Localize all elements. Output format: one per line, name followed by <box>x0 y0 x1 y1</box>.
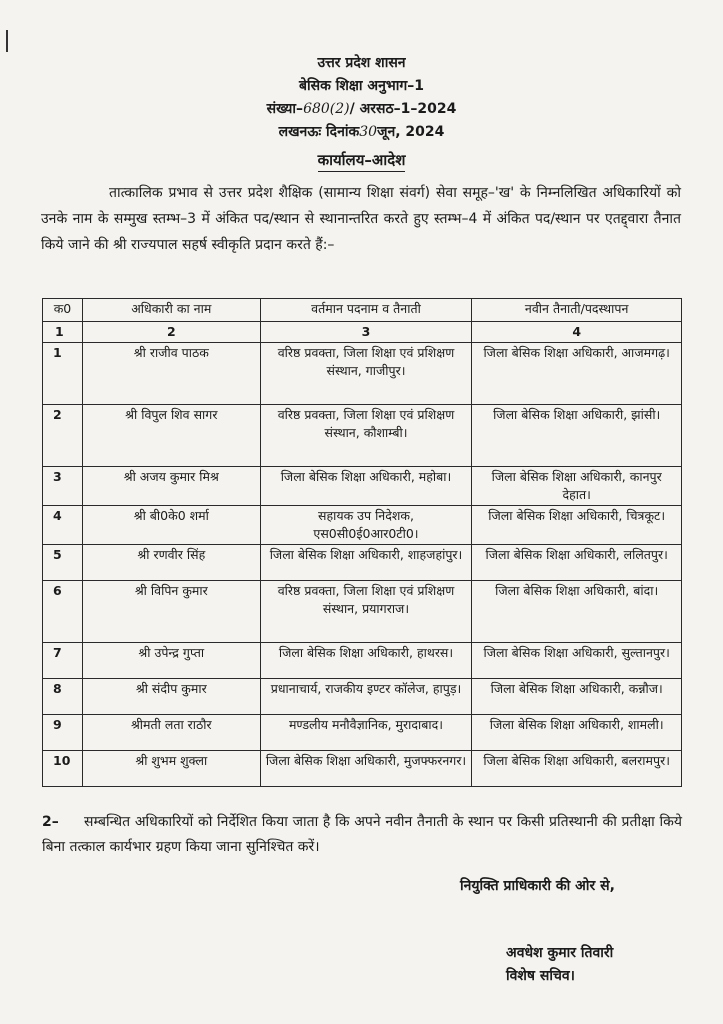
date-prefix: लखनऊः दिनांक <box>278 124 360 140</box>
paragraph-number: 2– <box>42 814 59 830</box>
serial-cell: 2 <box>43 405 83 467</box>
reference-prefix: संख्या– <box>266 101 304 117</box>
government-name: उत्तर प्रदेश शासन <box>317 55 406 71</box>
serial-cell: 8 <box>43 679 83 715</box>
department-section: बेसिक शिक्षा अनुभाग–1 <box>299 78 424 94</box>
margin-mark <box>6 30 8 52</box>
column-number: 4 <box>472 322 682 343</box>
name-cell: श्री राजीव पाठक <box>82 343 260 405</box>
column-number: 1 <box>43 322 83 343</box>
table-header-row <box>43 299 682 322</box>
signatory-designation: विशेष सचिव। <box>506 968 575 984</box>
name-cell: श्री संदीप कुमार <box>82 679 260 715</box>
order-title-text: कार्यालय–आदेश <box>318 151 406 172</box>
instruction-paragraph <box>42 810 682 860</box>
serial-cell: 9 <box>43 715 83 751</box>
column-number-row <box>43 322 682 343</box>
new-posting-cell: जिला बेसिक शिक्षा अधिकारी, झांसी। <box>472 405 682 467</box>
name-cell: श्री उपेन्द्र गुप्ता <box>82 643 260 679</box>
new-posting-cell: जिला बेसिक शिक्षा अधिकारी, बलरामपुर। <box>472 751 682 787</box>
current-posting-cell: वरिष्ठ प्रवक्ता, जिला शिक्षा एवं प्रशिक्षण संस्थान, कौशाम्बी। <box>260 405 472 467</box>
new-posting-cell: जिला बेसिक शिक्षा अधिकारी, कन्नौज। <box>472 679 682 715</box>
transfer-table <box>42 298 682 787</box>
on-behalf-line: नियुक्ति प्राधिकारी की ओर से, <box>460 878 615 894</box>
table-row <box>43 467 682 506</box>
new-posting-cell: जिला बेसिक शिक्षा अधिकारी, सुल्तानपुर। <box>472 643 682 679</box>
name-cell: श्री विपिन कुमार <box>82 581 260 643</box>
reference-number <box>0 98 723 121</box>
reference-suffix: / अरसठ–1–2024 <box>349 101 457 117</box>
new-posting-cell: जिला बेसिक शिक्षा अधिकारी, बांदा। <box>472 581 682 643</box>
table-row <box>43 405 682 467</box>
serial-cell: 7 <box>43 643 83 679</box>
table-row <box>43 643 682 679</box>
name-cell: श्री बी0के0 शर्मा <box>82 506 260 545</box>
serial-cell: 5 <box>43 545 83 581</box>
name-cell: श्री शुभम शुक्ला <box>82 751 260 787</box>
table-row <box>43 506 682 545</box>
current-posting-cell: जिला बेसिक शिक्षा अधिकारी, शाहजहांपुर। <box>260 545 472 581</box>
serial-cell: 6 <box>43 581 83 643</box>
serial-cell: 1 <box>43 343 83 405</box>
intro-paragraph: तात्कालिक प्रभाव से उत्तर प्रदेश शैक्षिक (सामान्य शिक्षा संवर्ग) सेवा समूह–'ख' के निम्नलिखित अधिकारियों को उनके नाम के सम्मुख स्तम्भ–3 में अंकित पद/स्थान से स्थानान्तरित करते हुए स्तम्भ–4 में अंकित पद/स्थान पर एतद्द्वारा तैनात किये जाने की श्री राज्यपाल सहर्ष स्वीकृति प्रदान करते हैं:– <box>41 185 681 253</box>
serial-cell: 3 <box>43 467 83 506</box>
signatory-name: अवधेश कुमार तिवारी <box>506 945 614 961</box>
header-serial: क0 <box>43 299 83 322</box>
table-row <box>43 343 682 405</box>
date-suffix: जून, 2024 <box>377 124 445 140</box>
name-cell: श्री अजय कुमार मिश्र <box>82 467 260 506</box>
serial-cell: 10 <box>43 751 83 787</box>
current-posting-cell: सहायक उप निदेशक, एस0सी0ई0आर0टी0। <box>260 506 472 545</box>
new-posting-cell: जिला बेसिक शिक्षा अधिकारी, ललितपुर। <box>472 545 682 581</box>
place-date <box>0 121 723 144</box>
signature-block <box>506 942 613 988</box>
current-posting-cell: जिला बेसिक शिक्षा अधिकारी, मुजफ्फरनगर। <box>260 751 472 787</box>
new-posting-cell: जिला बेसिक शिक्षा अधिकारी, आजमगढ़। <box>472 343 682 405</box>
column-number: 3 <box>260 322 472 343</box>
current-posting-cell: मण्डलीय मनौवैज्ञानिक, मुरादाबाद। <box>260 715 472 751</box>
handwritten-day: 30 <box>359 124 378 140</box>
column-number: 2 <box>82 322 260 343</box>
serial-cell: 4 <box>43 506 83 545</box>
table-row <box>43 679 682 715</box>
header-name: अधिकारी का नाम <box>82 299 260 322</box>
current-posting-cell: वरिष्ठ प्रवक्ता, जिला शिक्षा एवं प्रशिक्षण संस्थान, प्रयागराज। <box>260 581 472 643</box>
name-cell: श्रीमती लता राठौर <box>82 715 260 751</box>
new-posting-cell: जिला बेसिक शिक्षा अधिकारी, शामली। <box>472 715 682 751</box>
name-cell: श्री विपुल शिव सागर <box>82 405 260 467</box>
table-row <box>43 751 682 787</box>
table-row <box>43 545 682 581</box>
new-posting-cell: जिला बेसिक शिक्षा अधिकारी, चित्रकूट। <box>472 506 682 545</box>
current-posting-cell: जिला बेसिक शिक्षा अधिकारी, हाथरस। <box>260 643 472 679</box>
name-cell: श्री रणवीर सिंह <box>82 545 260 581</box>
instruction-text: सम्बन्धित अधिकारियों को निर्देशित किया जाता है कि अपने नवीन तैनाती के स्थान पर किसी प्रतिस्थानी की प्रतीक्षा किये बिना तत्काल कार्यभार ग्रहण किया जाना सुनिश्चित करें। <box>42 814 682 855</box>
current-posting-cell: प्रधानाचार्य, राजकीय इण्टर कॉलेज, हापुड़। <box>260 679 472 715</box>
header-current-posting: वर्तमान पदनाम व तैनाती <box>260 299 472 322</box>
table-row <box>43 581 682 643</box>
new-posting-cell: जिला बेसिक शिक्षा अधिकारी, कानपुर देहात। <box>472 467 682 506</box>
header-new-posting: नवीन तैनाती/पदस्थापन <box>472 299 682 322</box>
order-title <box>0 150 723 170</box>
table-row <box>43 715 682 751</box>
current-posting-cell: जिला बेसिक शिक्षा अधिकारी, महोबा। <box>260 467 472 506</box>
current-posting-cell: वरिष्ठ प्रवक्ता, जिला शिक्षा एवं प्रशिक्षण संस्थान, गाजीपुर। <box>260 343 472 405</box>
document-header <box>0 52 723 144</box>
handwritten-number: 680(2) <box>303 101 350 117</box>
